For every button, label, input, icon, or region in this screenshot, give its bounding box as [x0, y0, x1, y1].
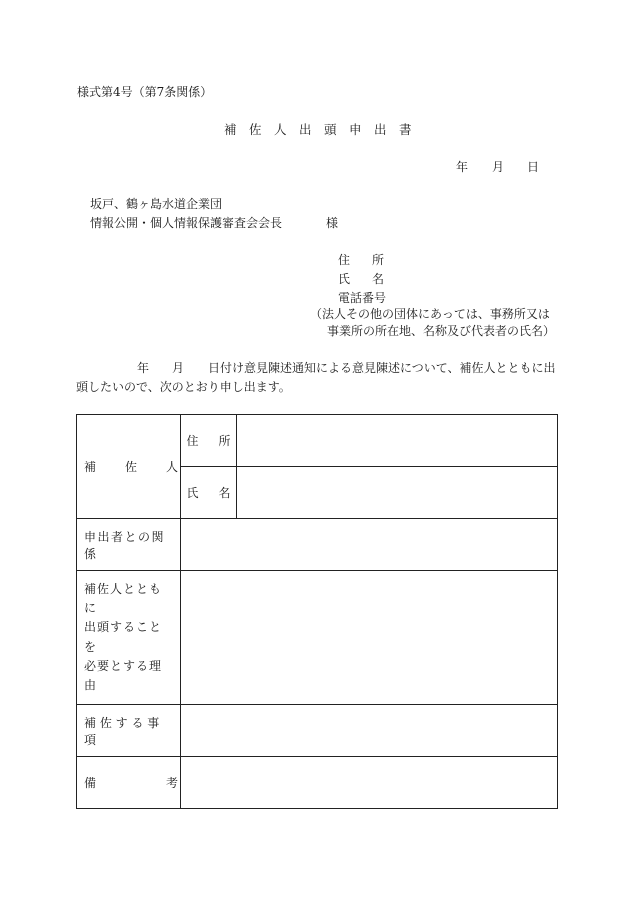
assistant-address-field[interactable] — [237, 415, 558, 467]
table-row — [77, 415, 558, 467]
relation-field[interactable] — [181, 519, 558, 571]
table-row — [77, 571, 558, 705]
body-year-label: 年 — [137, 361, 150, 375]
assistant-label-cell — [77, 415, 181, 519]
assistant-name-field[interactable] — [237, 467, 558, 519]
addressee-title: 情報公開・個人情報保護審査会会長 — [90, 216, 283, 230]
table-row — [77, 705, 558, 757]
applicant-note-line1: （法人その他の団体にあっては、事務所又は — [310, 307, 550, 321]
relation-label-cell — [77, 519, 181, 571]
relation-label: 申出者との関係 — [84, 529, 166, 561]
assistant-name-label-cell — [181, 467, 237, 519]
assistant-name-label: 氏 名 — [186, 486, 231, 500]
body-text-line1: 日付け意見陳述通知による意見陳述について、補佐人とともに出 — [208, 361, 556, 375]
body-text-line2: 頭したいので、次のとおり申し出ます。 — [76, 380, 291, 394]
matters-label: 補 佐 す る 事 項 — [84, 715, 160, 747]
date-day-label: 日 — [527, 160, 540, 174]
remarks-field[interactable] — [181, 757, 558, 809]
document-title: 補 佐 人 出 頭 申 出 書 — [224, 122, 412, 137]
remarks-label-cell — [77, 757, 181, 809]
matters-label-cell — [77, 705, 181, 757]
applicant-note-line2: 事業所の所在地、名称及び代表者の氏名） — [327, 324, 556, 338]
applicant-address-label: 住 所 — [338, 253, 384, 267]
date-year-label: 年 — [456, 160, 469, 174]
matters-field[interactable] — [181, 705, 558, 757]
assistant-label: 補 佐 人 — [84, 460, 178, 474]
reason-label-cell — [77, 571, 181, 705]
remarks-label: 備 考 — [84, 776, 178, 790]
addressee-honorific: 様 — [326, 216, 339, 230]
reason-field[interactable] — [181, 571, 558, 705]
assistant-address-label-cell — [181, 415, 237, 467]
form-number: 様式第4号（第7条関係） — [77, 85, 213, 99]
assistant-form-table — [76, 414, 558, 809]
body-month-label: 月 — [172, 361, 185, 375]
table-row — [77, 757, 558, 809]
applicant-phone-label: 電話番号 — [338, 291, 387, 305]
applicant-name-label: 氏 名 — [338, 272, 384, 286]
date-month-label: 月 — [492, 160, 505, 174]
reason-label: 補佐人とともに 出頭することを 必要とする理由 — [84, 581, 163, 692]
assistant-address-label: 住 所 — [186, 434, 231, 448]
addressee-organization: 坂戸、鶴ヶ島水道企業団 — [90, 197, 223, 211]
table-row — [77, 519, 558, 571]
